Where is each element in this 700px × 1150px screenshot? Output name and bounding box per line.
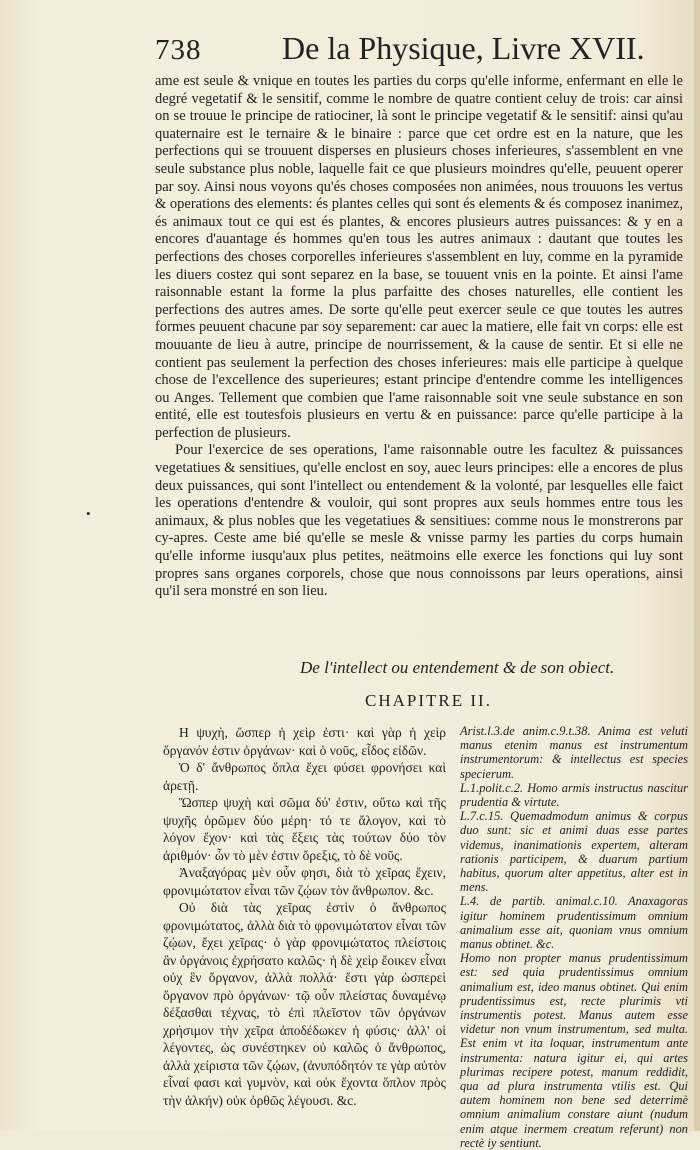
latin-note: L.7.c.15. Quemadmodum animus & corpus duo sunt: sic et animi duas esse partes videmus, inanimationis expertem, alteram rationis participem, & duarum partium habitus, quorum alter appetitus, alter est in mens. <box>460 809 688 895</box>
section-title: De l'intellect ou entendement & de son obiect. <box>300 658 615 677</box>
margin-marker: • <box>86 506 91 521</box>
greek-quote: Οὐ διὰ τὰς χεῖρας ἐστὶν ὁ ἄνθρωπος φρονιμώτατος, ἀλλὰ διὰ τὸ φρονιμώτατον εἶναι τῶν ζῴων, ἔχει χεῖρας· ὁ γὰρ φρονιμώτατος πλείστοις ἂν ὀργάνοις ἐχρήσατο καλῶς· ἡ δὲ χεὶρ ἔοικεν εἶναι οὐχ ἓν ὄργανον, ἀλλὰ πολλά· ἔστι γὰρ ὡσπερεὶ ὄργανον πρὸ ὀργάνων· τῷ οὖν πλείστας δυναμένῳ δέξασθαι τέχνας, τὸ ἐπὶ πλεῖστον τῶν ὀργάνων χρήσιμον τὴν χεῖρα ἀποδέδωκεν ἡ φύσις· ἀλλ' οἱ λέγοντες, ὡς συνέστηκεν οὐ καλῶς ὁ ἄνθρωπος, ἀλλὰ χείριστα τῶν ζῴων, (ἀνυπόδητόν τε γὰρ αὐτὸν εἶναί φασι καὶ γυμνὸν, καὶ οὐκ ἔχοντα ὅπλον πρὸς τὴν ἀλκήν) οὐκ ὀρθῶς λέγουσι. &c. <box>163 900 446 1108</box>
latin-note: Homo non propter manus prudentissimum est: sed quia prudentissimus omnium animalium est, ideo manus obtinet. Qui enim prudentissimus est, recte plurimis vti instrumentis potest. Manus autem esse videtur non vnum instrumentum, sed multa. Est enim vt ita loquar, instrumentum ante instrumenta: natura igitur ei, qui artes plurimas recipere potest, manum reddidit, qua ad plura instrumenta vtilis est. Qui autem hominem non bene sed deterrimè omnium animalium constare aiunt (nudum enim atque inermem creatum referunt) non rectè iy sentiunt. <box>460 951 688 1150</box>
greek-quote: Ὁ δ' ἄνθρωπος ὅπλα ἔχει φύσει φρονήσει καὶ ἀρετῇ. <box>163 760 446 793</box>
paragraph: Pour l'exercice de ses operations, l'ame raisonnable outre les facultez & puissances vegetatiues & sensitiues, qu'elle enclost en soy, auec leurs principes: elle a encores de plus deux puissances, qui sont l'intellect ou entendement & la volonté, par lesquelles elle faict les operations d'entendre & vouloir, qui sont propres aux seuls hommes entre tous les animaux, & plus nobles que les vegetatiues & sensitiues: comme nous le monstrerons par cy-apres. Ceste ame bié qu'elle se mesle & vnisse parmy les parties du corps humain qu'elle informe iusqu'aux plus petites, neätmoins elle exerce les fonctions qui luy sont propres sans organes corporels, chose que nous connoissons par leurs operations, ainsi qu'il sera monstré en son lieu. <box>155 442 683 600</box>
greek-quote: Ἀναξαγόρας μὲν οὖν φησι, διὰ τὸ χεῖρας ἔχειν, φρονιμώτατον εἶναι τῶν ζῴων τὸν ἄνθρωπον. &c. <box>163 865 446 898</box>
latin-note: Arist.l.3.de anim.c.9.t.38. Anima est veluti manus etenim manus est instrumentum instrumentorum: & intellectus est species specierum. <box>460 724 688 781</box>
greek-quote: Η ψυχὴ, ὥσπερ ἡ χεὶρ ἐστι· καὶ γὰρ ἡ χεὶρ ὄργανόν ἐστιν ὀργάνων· καὶ ὁ νοῦς, εἶδος εἰδῶν. <box>163 725 446 758</box>
greek-quote: Ὥσπερ ψυχὴ καὶ σῶμα δύ' ἐστιν, οὕτω καὶ τῆς ψυχῆς ὁρῶμεν δύο μέρη· τό τε ἄλογον, καὶ τὸ λόγον ἔχον· καὶ τὰς ἕξεις τὰς τούτων δύο τὸν ἀριθμόν· ὧν τὸ μὲν ἐστιν ὄρεξις, τὸ δὲ νοῦς. <box>163 795 446 863</box>
greek-quotations-column <box>163 724 446 1109</box>
chapter-title: CHAPITRE II. <box>365 691 492 710</box>
page-number: 738 <box>155 34 202 66</box>
main-text <box>155 73 683 601</box>
paragraph: ame est seule & vnique en toutes les parties du corps qu'elle informe, enfermant en elle le degré vegetatif & le sensitif, comme le nombre de quatre contient celuy de trois: car ainsi on se trouue le principe de ratiociner, là sont le principe vegetatif & le sensitif: ainsi qu'au quaternaire est le ternaire & le binaire : parce que cet ordre est en la nature, que les perfections qui se trouuent disperses en plusieurs choses inferieures, s'assemblent en vne seule substance plus noble, laquelle fait ce que plusieurs moindres qu'elle, peuuent operer par soy. Ainsi nous voyons qu'és choses composées non animées, nous trouuons les vertus & operations des elements: és plantes celles qui sont és elements & és composez inanimez, és animaux tout ce qui est és plantes, & encores plusieurs autres puissances: & y en a encores d'auantage és hommes qu'en tous les autres animaux : dautant que toutes les perfections des choses corporelles inferieures s'assemblent en luy, comme en la pyramide les diuers costez qui sont separez en la base, se touuent vnis en la pointe. Et ainsi l'ame raisonnable estant la forme la plus parfaitte des choses naturelles, elle contient les perfections des autres ames. De sorte qu'elle peut exercer seule ce que toutes les autres formes peuuent chacune par soy separement: car auec la matiere, elle fait vn corps: elle est mouuante de lieu à autre, principe de nourrissement, & la cause de sentir. Et si elle ne contient pas seulement la perfection des choses inferieures: mais elle participe à quelque chose de l'excellence des superieures; estant principe d'entendre comme les intelligences ou Anges. Tellement que combien que l'ame raisonnable soit vne seule substance en son entité, elle est toutesfois plusieurs en vertu & en puissance: parce qu'elle participe à la perfection de plusieurs. <box>155 73 683 441</box>
page-header <box>0 30 700 70</box>
latin-note: L.4. de partib. animal.c.10. Anaxagoras igitur hominem prudentissimum omnium animalium esse ait, quoniam vnus omnium manus obtinet. &c. <box>460 894 688 952</box>
latin-notes-column <box>460 724 688 1150</box>
page-edge <box>694 0 700 1131</box>
running-head: De la Physique, Livre XVII. <box>282 30 645 66</box>
latin-note: L.1.polit.c.2. Homo armis instructus nascitur prudentia & virtute. <box>460 780 688 810</box>
